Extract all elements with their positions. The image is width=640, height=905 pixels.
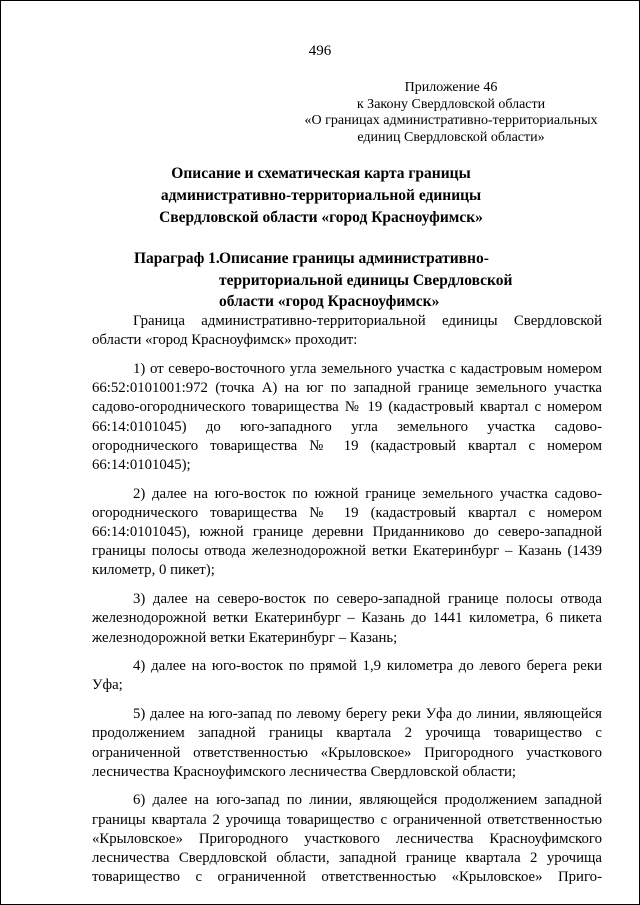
appendix-line: к Закону Свердловской области — [356, 96, 546, 112]
paragraph-heading-line: Описание границы административно- — [219, 250, 489, 267]
document-body — [92, 312, 602, 887]
appendix-line: Приложение 46 — [404, 80, 498, 95]
body-paragraph: 3) далее на северо-восток по северо-западной границе полосы отвода железнодорожной ветки Екатеринбург – Казань до 1441 километра, 6 пикета железнодорожной ветки Екатеринбург – Казань; — [92, 591, 602, 646]
body-paragraph: 2) далее на юго-восток по южной границе земельного участка садово-огороднического товарищества № 19 (кадастровый квартал с номером 66:14:0101045), южной границе деревни Приданниково до северо-западной границы полосы отвода железнодорожной ветки Екатеринбург – Казань (1439 километр, 0 пикет); — [92, 485, 602, 579]
body-paragraph: 4) далее на юго-восток по прямой 1,9 километра до левого берега реки Уфа; — [92, 658, 602, 694]
appendix-reference — [301, 80, 601, 146]
paragraph-number: Параграф 1. — [134, 250, 220, 267]
title-line: Свердловской области «город Красноуфимск» — [159, 209, 483, 226]
appendix-line: единиц Свердловской области» — [357, 129, 545, 145]
paragraph-heading — [134, 248, 512, 313]
paragraph-heading-line: территориальной единицы Свердловской — [219, 271, 513, 289]
appendix-line: «О границах административно-территориальных — [304, 113, 598, 128]
paragraph-heading-line: области «город Красноуфимск» — [219, 293, 440, 310]
title-line: Описание и схематическая карта границы — [171, 165, 471, 182]
document-title — [1, 163, 640, 229]
page-number: 496 — [308, 43, 332, 59]
body-paragraph: 5) далее на юго-запад по левому берегу реки Уфа до линии, являющейся продолжением западной границы квартала 2 урочища товарищество с ограниченной ответственностью «Крыловское» Пригородного участкового лесничества Красноуфимского лесничества Свердловской области; — [92, 706, 602, 780]
body-paragraph: 1) от северо-восточного угла земельного участка с кадастровым номером 66:52:0101001:972 (точка А) на юг по западной границе земельного участка садово-огороднического товарищества № 19 (кадастровый квартал с номером 66:14:0101045) до юго-западного угла земельного участка садово-огороднического товарищества № 19 (кадастровый квартал с номером 66:14:0101045); — [92, 360, 602, 473]
title-line: административно-территориальной единицы — [160, 187, 482, 204]
body-paragraph: 6) далее на юго-запад по линии, являющейся продолжением западной границы квартала 2 урочища товарищество с ограниченной ответственностью «Крыловское» Пригородного участкового лесничества Красноуфимского лесничества Свердловской области, западной границе квартала 2 урочища товарищество с ограниченной ответственностью «Крыловское» Приго- — [92, 792, 602, 886]
body-paragraph: Граница административно-территориальной единицы Свердловской области «город Красноуфимск» проходит: — [92, 313, 602, 349]
